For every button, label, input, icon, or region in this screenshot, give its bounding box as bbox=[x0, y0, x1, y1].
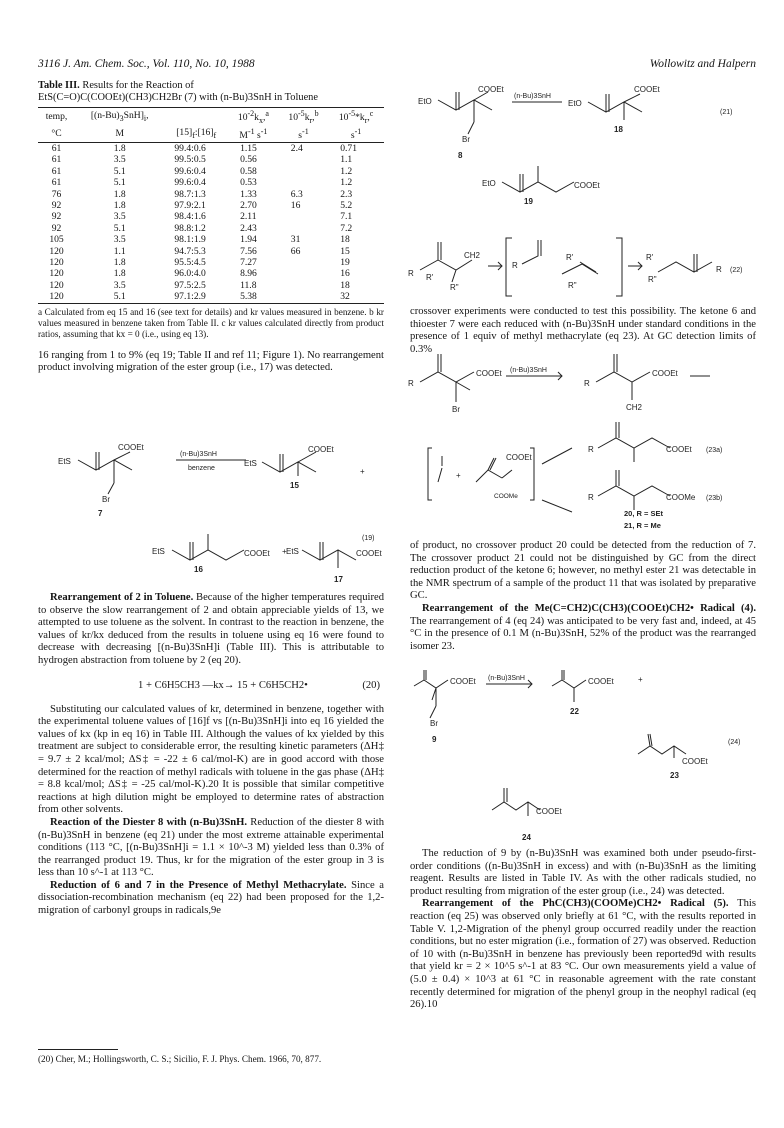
scheme-eq19 bbox=[38, 438, 384, 588]
table-cell: 1.8 bbox=[113, 268, 126, 280]
eq24-cooet-1: COOEt bbox=[450, 677, 476, 686]
table-cell: 15 bbox=[340, 245, 350, 257]
eq23b-number: (23b) bbox=[706, 495, 723, 502]
eq19-br: Br bbox=[102, 495, 110, 504]
eq24-cooet-3: COOEt bbox=[682, 757, 708, 766]
heading-methacrylate: Reduction of 6 and 7 in the Presence of Methyl Methacrylate. bbox=[50, 879, 347, 891]
eq19-cooet-3: COOEt bbox=[244, 549, 270, 558]
eq22-r-3: R bbox=[716, 265, 722, 274]
table3-title: Table III. bbox=[38, 80, 80, 91]
table-cell: 3.5 bbox=[113, 154, 126, 166]
eq23-r-4: R bbox=[588, 493, 594, 502]
col-snh: $[(n-Bu)_3SnH]_i$, bbox=[75, 107, 164, 126]
table-cell: 2.4 bbox=[290, 142, 303, 154]
table-cell: 61 bbox=[51, 165, 62, 177]
table-row bbox=[38, 142, 384, 154]
paragraph-radical5 bbox=[410, 898, 756, 1011]
table-cell: 16 bbox=[290, 199, 301, 211]
paragraph-toluene bbox=[38, 592, 384, 668]
scheme-eq23 bbox=[402, 352, 756, 536]
table-cell: 0.56 bbox=[240, 154, 257, 166]
table-cell: 3.5 bbox=[113, 234, 126, 246]
table-row bbox=[38, 166, 384, 177]
paragraph-p1: 16 ranging from 1 to 9% (eq 19; Table II and ref 11; Figure 1). No rearrangement product involving migration of the ester group (i.e., 17) was detected. bbox=[38, 349, 384, 374]
eq22-rpp-3: R" bbox=[648, 275, 657, 284]
eq21-eto-2: EtO bbox=[568, 99, 582, 108]
table3-footnote: a Calculated from eq 15 and 16 (see text for details) and kr values measured in benzene. b kr values measured in benzene taken from Table II. c kr values calculated directly from product ratios, assuming that kx = 0 (i.e., using eq 13). bbox=[38, 306, 384, 339]
table-cell: 1.1 bbox=[340, 154, 353, 166]
table-cell: 5.1 bbox=[113, 165, 126, 177]
table-row bbox=[38, 280, 384, 291]
eq19-plus-1: + bbox=[360, 467, 365, 476]
table-cell: 2.43 bbox=[240, 222, 257, 234]
eq24-product-22: 22 bbox=[570, 707, 579, 716]
paragraph-substituting: Substituting our calculated values of kr, determined in benzene, together with the experimental toluene values of [16]f vs [(n-Bu)3SnH]i into eq 16 yielded the values of kx (kp in eq 16) in Table III. Although the values of kx yielded by this treatment are subject to considerable error, the resulting kinetic parameters (ΔH‡ = 9.7 ± 2 kcal/mol; ΔS‡ = -22 ± 6 cal/mol-K) are in good accord with those determined for the reaction of methyl radicals with toluene in the gas phase (ΔH‡ = 8.8 kcal/mol; ΔS‡ = -25 cal/mol-K).20 It is possible that similar competitive reactions at high dilution might be employed to determine rates of abstraction from other solvents. bbox=[38, 703, 384, 816]
eq19-ets-3: EtS bbox=[152, 547, 165, 556]
eq23-r-3: R bbox=[588, 445, 594, 454]
table3: temp, $[(n-Bu)_3SnH]_i$, $10^{-2}k_x,^a$ $10^{-5}k_r,^b$ $10^{-5}*k_r,^c$ °C M $[15]_f:[16]_f$ $M^{-1}$ $s^{-1}$ $s^{-1}$ $s^{-1}$ 61 1.8 99.4:0.6 1.15 2.4 0.71 61 3.5 99.5:0.5 0.56 1.1 61 5.1 99.6:0.4 0.58 1.2 61 5.1 99.6:0.4 0.53 1.2 76 1.8 98.7:1.3 1.33 6.3 2.3 92 1.8 97.9:2.1 2.70 16 5.2 92 3.5 98.4:1.6 2.11 7.1 92 5.1 98.8:1.2 2.43 7.2 105 3.5 98.1:1.9 1.94 31 18 120 1.1 94.7:5.3 7.56 66 15 120 1.8 95.5:4.5 7.27 19 120 1.8 96.0:4.0 8.96 16 120 3.5 97.5:2.5 11.8 18 120 5.1 97.1:2.9 5.38 32 bbox=[38, 107, 384, 304]
table-cell: 2.11 bbox=[240, 211, 257, 223]
table-cell: 2.3 bbox=[340, 188, 353, 200]
table-cell: 98.7:1.3 bbox=[174, 188, 206, 200]
eq22-rpp-2: R" bbox=[568, 281, 577, 290]
table-cell: 105 bbox=[49, 234, 64, 246]
table-cell: 1.8 bbox=[113, 142, 126, 154]
eq19-ets-1: EtS bbox=[58, 457, 71, 466]
table-cell: 76 bbox=[51, 188, 62, 200]
table-cell: 120 bbox=[49, 268, 64, 280]
table-cell: 1.15 bbox=[240, 142, 257, 154]
running-header-right: Wollowitz and Halpern bbox=[649, 58, 756, 70]
footnote-20: (20) Cher, M.; Hollingsworth, C. S.; Sicilio, F. J. Phys. Chem. 1966, 70, 877. bbox=[38, 1054, 322, 1064]
table-cell: 1.8 bbox=[113, 188, 126, 200]
table-row bbox=[38, 291, 384, 303]
scheme-eq24 bbox=[402, 668, 756, 844]
table-cell: 0.71 bbox=[340, 142, 358, 154]
left-column bbox=[38, 80, 384, 375]
eq19-cooet-4: COOEt bbox=[356, 549, 382, 558]
eq21-br: Br bbox=[462, 135, 470, 144]
right-column-top bbox=[410, 306, 756, 356]
table-row bbox=[38, 246, 384, 257]
eq23-coome-2: COOMe bbox=[666, 493, 696, 502]
table-cell: 120 bbox=[38, 291, 75, 303]
table-cell bbox=[279, 177, 328, 188]
table-cell: 120 bbox=[49, 279, 64, 291]
col-kr2: $10^{-5}*k_r,^c$ bbox=[328, 107, 384, 126]
eq19-product-17: 17 bbox=[334, 575, 343, 584]
table-cell: 8.96 bbox=[240, 268, 257, 280]
table-row bbox=[38, 200, 384, 211]
scheme-eq22 bbox=[402, 220, 756, 304]
table-cell: 5.1 bbox=[75, 291, 164, 303]
eq23-label-21: 21, R = Me bbox=[624, 521, 661, 530]
table-cell: 6.3 bbox=[290, 188, 303, 200]
table-cell: 61 bbox=[51, 177, 62, 189]
eq20-text: 1 + C6H5CH3 —kx→ 15 + C6H5CH2• bbox=[138, 679, 308, 691]
eq23-cooet-3: COOEt bbox=[506, 453, 532, 462]
eq21-cooet-3: COOEt bbox=[574, 181, 600, 190]
paragraph-product: of product, no crossover product 20 could be detected from the reduction of 7. The crossover product 21 could not be distinguished by GC from the direct reduction product of the ketone 6; however, no methyl ester 21 was detectable in the NMR spectrum of a sample of the product 11 that was isolated by preparative GC. bbox=[410, 540, 756, 602]
paragraph-radical4 bbox=[410, 603, 756, 653]
heading-diester: Reaction of the Diester 8 with (n-Bu)3SnH. bbox=[50, 816, 248, 828]
table-cell: 7.56 bbox=[240, 245, 257, 257]
table-cell: 18 bbox=[340, 234, 350, 246]
table-cell: 98.8:1.2 bbox=[174, 222, 206, 234]
eq23-cooet-2: COOEt bbox=[652, 369, 678, 378]
running-header-left: 3116 J. Am. Chem. Soc., Vol. 110, No. 10, 1988 bbox=[38, 58, 255, 70]
table-cell: 11.8 bbox=[240, 279, 257, 291]
eq24-br: Br bbox=[430, 719, 438, 728]
text-methacrylate: Since a dissociation-recombination mechanism (eq 22) had been proposed for the 1,2-migration of carbonyl groups in radicals,9e bbox=[38, 879, 384, 917]
eq22-rp-1: R' bbox=[426, 273, 434, 282]
text-diester: Reduction of the diester 8 with (n-Bu)3SnH in benzene (eq 21) under the most extreme attainable experimental conditions (113 °C, [(n-Bu)3SnH]i = 1.1 × 10^-3 M) yielded less than 0.3% of the rearranged product 19. Thus, kr for the migration of the ester group in 3 is less than 10 s^-1 at 113 °C. bbox=[38, 816, 385, 879]
table3-title-rest: Results for the Reaction of bbox=[82, 80, 194, 91]
eq19-reagent: (n-Bu)3SnH bbox=[180, 451, 217, 458]
heading-toluene: Rearrangement of 2 in Toluene. bbox=[50, 592, 194, 603]
eq20-number: (20) bbox=[362, 679, 380, 691]
table-cell bbox=[279, 211, 328, 222]
table-cell: 97.5:2.5 bbox=[174, 279, 206, 291]
table-cell: 95.5:4.5 bbox=[174, 256, 206, 268]
eq21-eto-1: EtO bbox=[418, 97, 432, 106]
eq23-r-1: R bbox=[408, 379, 414, 388]
table-cell bbox=[279, 280, 328, 291]
table-cell: 7.27 bbox=[240, 256, 257, 268]
table3-subtitle: EtS(C=O)C(COOEt)(CH3)CH2Br (7) with (n-Bu)3SnH in Toluene bbox=[38, 92, 318, 104]
eq23-br: Br bbox=[452, 405, 460, 414]
table-cell bbox=[279, 154, 328, 165]
eq23-cooet-4: COOEt bbox=[666, 445, 692, 454]
table-cell: 0.58 bbox=[240, 165, 257, 177]
eq19-start-label: 7 bbox=[98, 509, 103, 518]
table-cell: 61 bbox=[51, 142, 62, 154]
paragraph-diester bbox=[38, 817, 384, 880]
eq19-plus-2: + bbox=[282, 547, 287, 556]
eq21-start-label: 8 bbox=[458, 151, 463, 160]
eq23-label-20: 20, R = SEt bbox=[624, 509, 663, 518]
table-cell: 1.2 bbox=[340, 177, 353, 189]
eq19-ets-4: EtS bbox=[286, 547, 299, 556]
eq24-product-24: 24 bbox=[522, 833, 531, 842]
table-cell: 94.7:5.3 bbox=[174, 245, 206, 257]
table-cell bbox=[279, 291, 328, 303]
scheme-eq21 bbox=[402, 80, 756, 210]
left-column-lower bbox=[38, 592, 384, 918]
eq21-eto-3: EtO bbox=[482, 179, 496, 188]
table-cell: 97.1:2.9 bbox=[164, 291, 228, 303]
table-cell bbox=[279, 257, 328, 268]
eq22-rp-3: R' bbox=[646, 253, 654, 262]
eq21-number: (21) bbox=[720, 109, 733, 116]
eq21-product-18: 18 bbox=[614, 125, 623, 134]
table-cell: 1.8 bbox=[113, 199, 126, 211]
eq23-r-2: R bbox=[584, 379, 590, 388]
heading-radical4: Rearrangement of the Me(C=CH2)C(CH3)(COOEt)CH2• Radical (4). bbox=[422, 602, 756, 614]
eq23a-number: (23a) bbox=[706, 447, 723, 454]
table-cell bbox=[279, 166, 328, 177]
eq22-ch2: CH2 bbox=[464, 251, 481, 260]
eq24-reagent: (n-Bu)3SnH bbox=[488, 675, 525, 682]
eq21-product-19: 19 bbox=[524, 197, 533, 206]
eq23-coome-1: COOMe bbox=[494, 493, 518, 500]
table-cell: 3.5 bbox=[113, 279, 126, 291]
table-row bbox=[38, 189, 384, 200]
col-ratio: $[15]_f:[16]_f$ bbox=[164, 126, 228, 142]
eq21-reagent: (n-Bu)3SnH bbox=[514, 93, 551, 100]
table-cell: 98.1:1.9 bbox=[174, 234, 206, 246]
table-row bbox=[38, 177, 384, 188]
table-cell: 1.2 bbox=[340, 165, 353, 177]
table-cell: 5.38 bbox=[228, 291, 279, 303]
eq19-product-15: 15 bbox=[290, 481, 299, 490]
eq24-cooet-2: COOEt bbox=[588, 677, 614, 686]
eq24-number: (24) bbox=[728, 739, 741, 746]
text-radical5: This reaction (eq 25) was observed only briefly at 61 °C, with the results reported in Table V. 1,2-Migration of the phenyl group occurred readily under the reaction conditions, but no ester migration (i.e., formation of 27) was observed. Reduction of 10 with (n-Bu)3SnH in benzene has previously been reported9d with results that yield kr = 2 × 10^5 s^-1 at 83 °C. Our own measurements yield a value of (5.0 ± 0.4) × 10^3 at 61 °C in reasonable agreement with the rate constant recently determined for migration of the phenyl group in the neophyl radical (eq 26).10 bbox=[410, 898, 756, 1011]
table-cell: 18 bbox=[340, 279, 350, 291]
eq24-plus: + bbox=[638, 675, 643, 684]
table-cell: 98.4:1.6 bbox=[174, 211, 206, 223]
table-cell: 1.33 bbox=[240, 188, 257, 200]
col-kx: $10^{-2}k_x,^a$ bbox=[228, 107, 279, 126]
table-row bbox=[38, 154, 384, 165]
eq23-plus: + bbox=[456, 471, 461, 480]
eq22-rp-2: R' bbox=[566, 253, 574, 262]
table-cell: 92 bbox=[51, 211, 62, 223]
table-cell: 1.94 bbox=[240, 234, 257, 246]
eq19-number: (19) bbox=[362, 535, 375, 542]
table-cell: 5.2 bbox=[340, 199, 353, 211]
table-cell: 16 bbox=[340, 268, 350, 280]
table-row bbox=[38, 234, 384, 245]
table-cell: 5.1 bbox=[113, 222, 126, 234]
heading-radical5: Rearrangement of the PhC(CH3)(COOMe)CH2• Radical (5). bbox=[422, 898, 729, 910]
table-cell: 31 bbox=[290, 234, 301, 246]
table-row bbox=[38, 268, 384, 279]
table-cell: 97.9:2.1 bbox=[174, 199, 206, 211]
col-kr: $10^{-5}k_r,^b$ bbox=[279, 107, 328, 126]
table-cell: 92 bbox=[51, 222, 62, 234]
col-temp: temp, bbox=[38, 107, 75, 126]
eq23-ch2: CH2 bbox=[626, 403, 643, 412]
right-column-bottom bbox=[410, 848, 756, 1012]
table-cell: 0.53 bbox=[240, 177, 257, 189]
table-cell: 99.6:0.4 bbox=[174, 165, 206, 177]
table-row bbox=[38, 257, 384, 268]
eq22-r-2: R bbox=[512, 261, 518, 270]
eq19-product-16: 16 bbox=[194, 565, 203, 574]
table-cell: 7.2 bbox=[340, 222, 353, 234]
text-toluene: Because of the higher temperatures required to observe the slow rearrangement of 2 and obtain appreciable yields of 13, we attempted to use toluene as the solvent. In contrast to the reaction in benzene, the values of kr/kx deduced from the results in toluene using eq 16 were found to decrease with decreasing [(n-Bu)3SnH]i (Table III). This is attributable to hydrogen abstraction from toluene by 2 (eq 20). bbox=[38, 592, 384, 666]
table-cell bbox=[279, 223, 328, 234]
eq23-cooet-1: COOEt bbox=[476, 369, 502, 378]
table-cell: 7.1 bbox=[340, 211, 353, 223]
eq20 bbox=[38, 668, 384, 704]
table-cell: 2.70 bbox=[240, 199, 257, 211]
table-cell: 66 bbox=[290, 245, 301, 257]
eq19-cooet-1: COOEt bbox=[118, 443, 144, 452]
eq22-rpp-1: R" bbox=[450, 283, 459, 292]
eq24-product-23: 23 bbox=[670, 771, 679, 780]
table-cell: 32 bbox=[328, 291, 384, 303]
table3-caption bbox=[38, 80, 384, 105]
table-cell: 5.1 bbox=[113, 177, 126, 189]
table-cell: 120 bbox=[49, 256, 64, 268]
eq21-cooet-1: COOEt bbox=[478, 85, 504, 94]
eq24-cooet-4: COOEt bbox=[536, 807, 562, 816]
table-cell: 92 bbox=[51, 199, 62, 211]
table-cell: 1.1 bbox=[113, 245, 126, 257]
eq22-r-1: R bbox=[408, 269, 414, 278]
table-cell: 96.0:4.0 bbox=[174, 268, 206, 280]
paragraph-methacrylate bbox=[38, 880, 384, 918]
eq19-ets-2: EtS bbox=[244, 459, 257, 468]
table-cell: 1.8 bbox=[113, 256, 126, 268]
table-cell: 120 bbox=[49, 245, 64, 257]
table-cell: 99.6:0.4 bbox=[174, 177, 206, 189]
eq21-cooet-2: COOEt bbox=[634, 85, 660, 94]
table-cell: 3.5 bbox=[113, 211, 126, 223]
right-column-mid bbox=[410, 540, 756, 653]
eq19-solvent: benzene bbox=[188, 465, 215, 472]
footnote-rule bbox=[38, 1049, 118, 1050]
table-cell: 99.5:0.5 bbox=[174, 154, 206, 166]
paragraph-reduction9: The reduction of 9 by (n-Bu)3SnH was examined both under pseudo-first-order conditions ((n-Bu)3SnH in excess) and with (n-Bu)3SnH as the limiting reagent. Results are listed in Table IV. As with the other radicals studied, no product resulting from migration of the ester group (i.e., 24) was detected. bbox=[410, 848, 756, 897]
table3-body bbox=[38, 142, 384, 303]
eq19-cooet-2: COOEt bbox=[308, 445, 334, 454]
paragraph-crossover: crossover experiments were conducted to test this possibility. The ketone 6 and thioester 7 were each reduced with (n-Bu)3SnH under standard conditions in the presence of 1 equiv of methyl methacrylate (eq 23). At GC detection limits of 0.3% bbox=[410, 306, 756, 355]
table-cell: 19 bbox=[340, 256, 350, 268]
table-cell: 99.4:0.6 bbox=[174, 142, 206, 154]
eq24-start-label: 9 bbox=[432, 735, 437, 744]
eq22-number: (22) bbox=[730, 267, 743, 274]
table-row bbox=[38, 223, 384, 234]
text-radical4: The rearrangement of 4 (eq 24) was anticipated to be very fast and, indeed, at 45 °C in the presence of 0.1 M (n-Bu)3SnH, 52% of the product was the rearranged isomer 23. bbox=[410, 615, 756, 652]
table-cell: 61 bbox=[51, 154, 62, 166]
table-row bbox=[38, 211, 384, 222]
eq23-reagent: (n-Bu)3SnH bbox=[510, 367, 547, 374]
table-cell bbox=[279, 268, 328, 279]
